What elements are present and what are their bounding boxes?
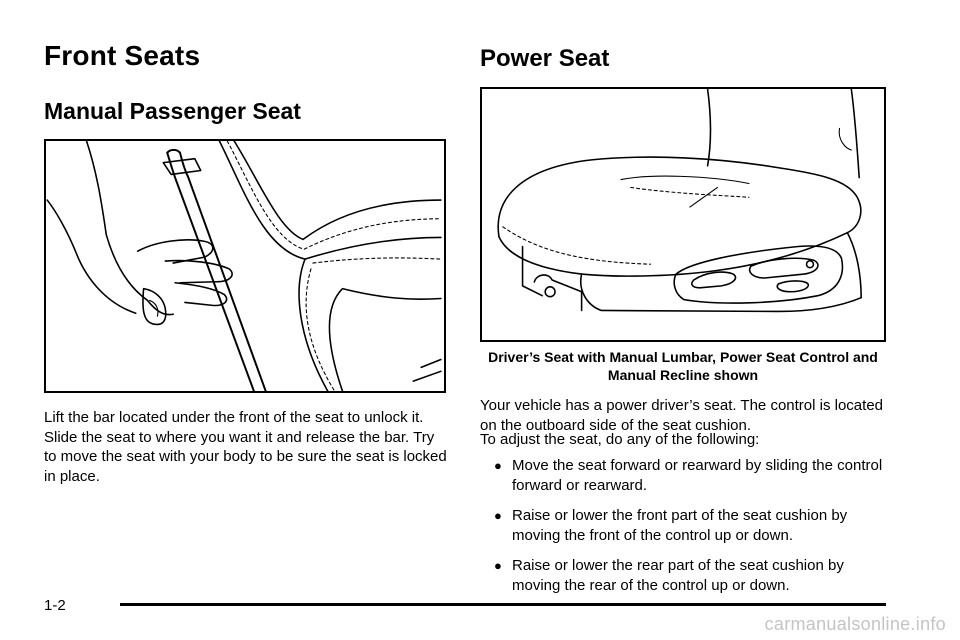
power-seat-illustration xyxy=(480,87,886,342)
list-item-text: Move the seat forward or rearward by sliding the control forward or rearward. xyxy=(512,457,883,494)
power-seat-drawing xyxy=(482,89,884,340)
page-number: 1-2 xyxy=(44,597,66,614)
figure-caption: Driver’s Seat with Manual Lumbar, Power Seat Control and Manual Recline shown xyxy=(488,349,878,383)
adjustment-list xyxy=(480,456,890,606)
power-seat-intro: Your vehicle has a power driver’s seat. The control is located on the outboard side of the seat cushion. xyxy=(480,397,884,434)
watermark-text: carmanualsonline.info xyxy=(764,614,946,634)
power-seat-instruction: To adjust the seat, do any of the following: xyxy=(480,431,760,448)
list-item-text: Raise or lower the front part of the seat cushion by moving the front of the control up or down. xyxy=(512,507,848,544)
bullet-icon: ● xyxy=(494,508,502,523)
manual-seat-instructions: Lift the bar located under the front of the seat to unlock it. Slide the seat to where you want it and release the bar. Try to move the seat with your body to be sure the seat is locked in place. xyxy=(44,409,447,485)
section-title-power-seat: Power Seat xyxy=(480,45,610,72)
manual-seat-drawing xyxy=(46,141,444,391)
bullet-icon: ● xyxy=(494,458,502,473)
list-item xyxy=(480,556,890,595)
bullet-icon: ● xyxy=(494,558,502,573)
section-title-manual-passenger-seat: Manual Passenger Seat xyxy=(44,98,301,124)
manual-seat-illustration xyxy=(44,139,446,393)
footer-divider xyxy=(120,603,886,606)
page-title: Front Seats xyxy=(44,40,201,71)
list-item xyxy=(480,456,890,495)
list-item-text: Raise or lower the rear part of the seat cushion by moving the rear of the control up or down. xyxy=(512,557,844,594)
list-item xyxy=(480,506,890,545)
